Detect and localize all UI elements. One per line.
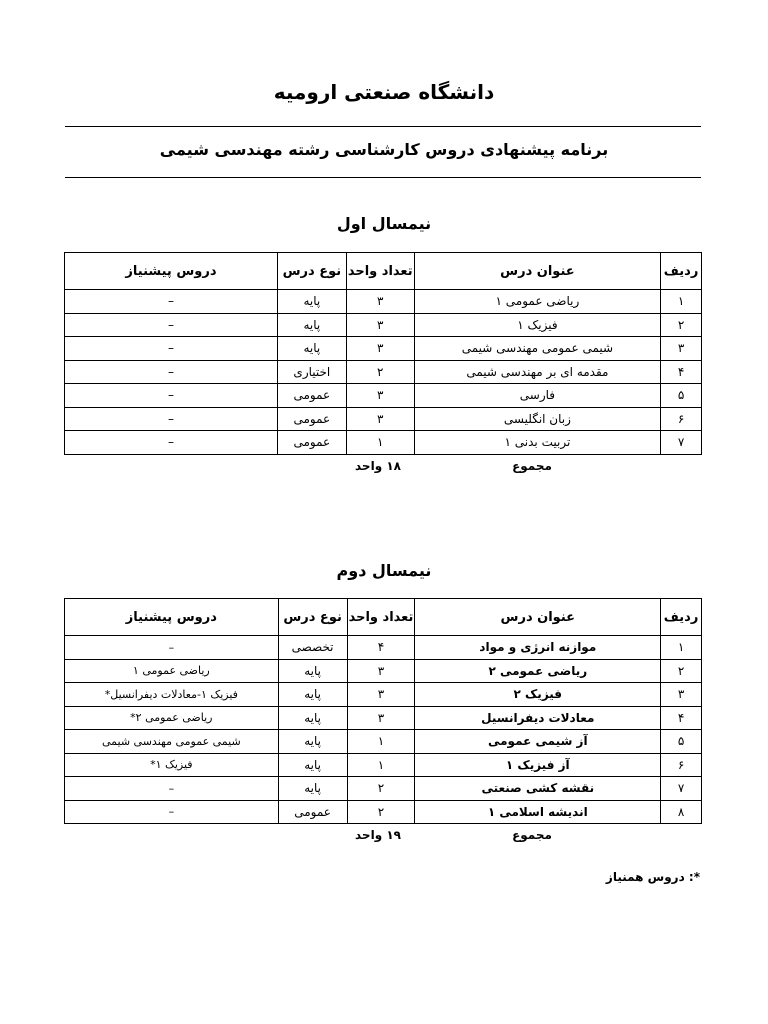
table-row [65,730,702,754]
cell-type: پایه [278,706,347,730]
cell-prereq: ریاضی عمومی ۲* [65,706,279,730]
cell-type: پایه [278,659,347,683]
cell-row: ۶ [661,753,702,777]
table-header-row [65,253,702,290]
col-header-type: نوع درس [278,599,347,636]
cell-units: ۲ [347,777,415,801]
cell-title: نقشه کشی صنعتی [415,777,661,801]
table-header-row [65,599,702,636]
total-label: مجموع [512,828,552,842]
table-row [65,384,702,408]
cell-title: تربیت بدنی ۱ [414,431,660,455]
cell-title: مقدمه ای بر مهندسی شیمی [414,360,660,384]
cell-type: پایه [277,313,346,337]
cell-title: ریاضی عمومی ۲ [415,659,661,683]
cell-units: ۳ [347,659,415,683]
cell-units: ۳ [346,337,414,361]
cell-row: ۴ [661,706,702,730]
cell-title: موازنه انرژی و مواد [415,636,661,660]
cell-prereq: – [65,313,278,337]
cell-type: عمومی [277,384,346,408]
cell-type: عمومی [277,407,346,431]
table-row [65,683,702,707]
cell-title: آز فیزیک ۱ [415,753,661,777]
cell-row: ۷ [661,431,702,455]
cell-type: پایه [278,753,347,777]
cell-title: فیزیک ۲ [415,683,661,707]
cell-type: عمومی [277,431,346,455]
footnote: *: دروس همنیاز [605,870,700,884]
cell-title: اندیشه اسلامی ۱ [415,800,661,824]
cell-units: ۱ [347,730,415,754]
cell-units: ۳ [346,313,414,337]
cell-prereq: – [65,431,278,455]
cell-row: ۵ [661,730,702,754]
table-row [65,800,702,824]
cell-prereq: فیزیک ۱-معادلات دیفرانسیل* [65,683,279,707]
cell-type: پایه [277,337,346,361]
program-title: برنامه پیشنهادی دروس کارشناسی رشته مهندسی شیمی [159,140,609,159]
cell-title: فارسی [414,384,660,408]
table-row [65,407,702,431]
semester1-table [64,252,702,455]
cell-row: ۷ [661,777,702,801]
cell-type: پایه [278,683,347,707]
cell-units: ۱ [346,431,414,455]
cell-type: پایه [278,777,347,801]
semester2-title: نیمسال دوم [336,561,432,580]
semester2-total [0,828,768,846]
cell-prereq: – [65,407,278,431]
cell-row: ۱ [661,290,702,314]
total-value: ۱۹ واحد [355,828,401,842]
semester1-title: نیمسال اول [336,214,432,233]
cell-units: ۳ [347,706,415,730]
cell-units: ۲ [347,800,415,824]
cell-prereq: – [65,337,278,361]
col-header-prereq: دروس پیشنیاز [65,599,279,636]
top-divider [65,126,701,127]
cell-row: ۶ [661,407,702,431]
table-row [65,290,702,314]
semester1-total [0,459,768,477]
cell-prereq: – [65,384,278,408]
cell-row: ۴ [661,360,702,384]
cell-row: ۲ [661,659,702,683]
cell-type: پایه [277,290,346,314]
cell-type: پایه [278,730,347,754]
col-header-prereq: دروس پیشنیاز [65,253,278,290]
university-title: دانشگاه صنعتی ارومیه [273,80,495,104]
total-label: مجموع [512,459,552,473]
table-row [65,636,702,660]
cell-units: ۳ [347,683,415,707]
cell-title: معادلات دیفرانسیل [415,706,661,730]
cell-prereq: – [65,636,279,660]
cell-units: ۲ [346,360,414,384]
table-row [65,706,702,730]
table-row [65,337,702,361]
cell-row: ۳ [661,683,702,707]
col-header-row: ردیف [661,599,702,636]
table-row [65,313,702,337]
table-row [65,360,702,384]
col-header-units: تعداد واحد [347,599,415,636]
cell-units: ۳ [346,384,414,408]
cell-units: ۳ [346,407,414,431]
table-row [65,753,702,777]
cell-row: ۳ [661,337,702,361]
cell-prereq: فیزیک ۱* [65,753,279,777]
cell-prereq: – [65,800,279,824]
cell-type: تخصصی [278,636,347,660]
col-header-title: عنوان درس [414,253,660,290]
total-value: ۱۸ واحد [355,459,401,473]
table-row [65,659,702,683]
cell-type: اختیاری [277,360,346,384]
cell-row: ۸ [661,800,702,824]
cell-title: فیزیک ۱ [414,313,660,337]
cell-prereq: – [65,777,279,801]
semester2-table [64,598,702,824]
cell-title: آز شیمی عمومی [415,730,661,754]
cell-title: ریاضی عمومی ۱ [414,290,660,314]
cell-row: ۵ [661,384,702,408]
cell-prereq: ریاضی عمومی ۱ [65,659,279,683]
col-header-row: ردیف [661,253,702,290]
table-row [65,431,702,455]
cell-row: ۱ [661,636,702,660]
table-row [65,777,702,801]
col-header-title: عنوان درس [415,599,661,636]
cell-prereq: – [65,290,278,314]
cell-units: ۴ [347,636,415,660]
cell-units: ۳ [346,290,414,314]
cell-prereq: شیمی عمومی مهندسی شیمی [65,730,279,754]
cell-prereq: – [65,360,278,384]
cell-title: زبان انگلیسی [414,407,660,431]
cell-title: شیمی عمومی مهندسی شیمی [414,337,660,361]
cell-type: عمومی [278,800,347,824]
cell-units: ۱ [347,753,415,777]
cell-row: ۲ [661,313,702,337]
col-header-type: نوع درس [277,253,346,290]
bottom-divider [65,177,701,178]
col-header-units: تعداد واحد [346,253,414,290]
